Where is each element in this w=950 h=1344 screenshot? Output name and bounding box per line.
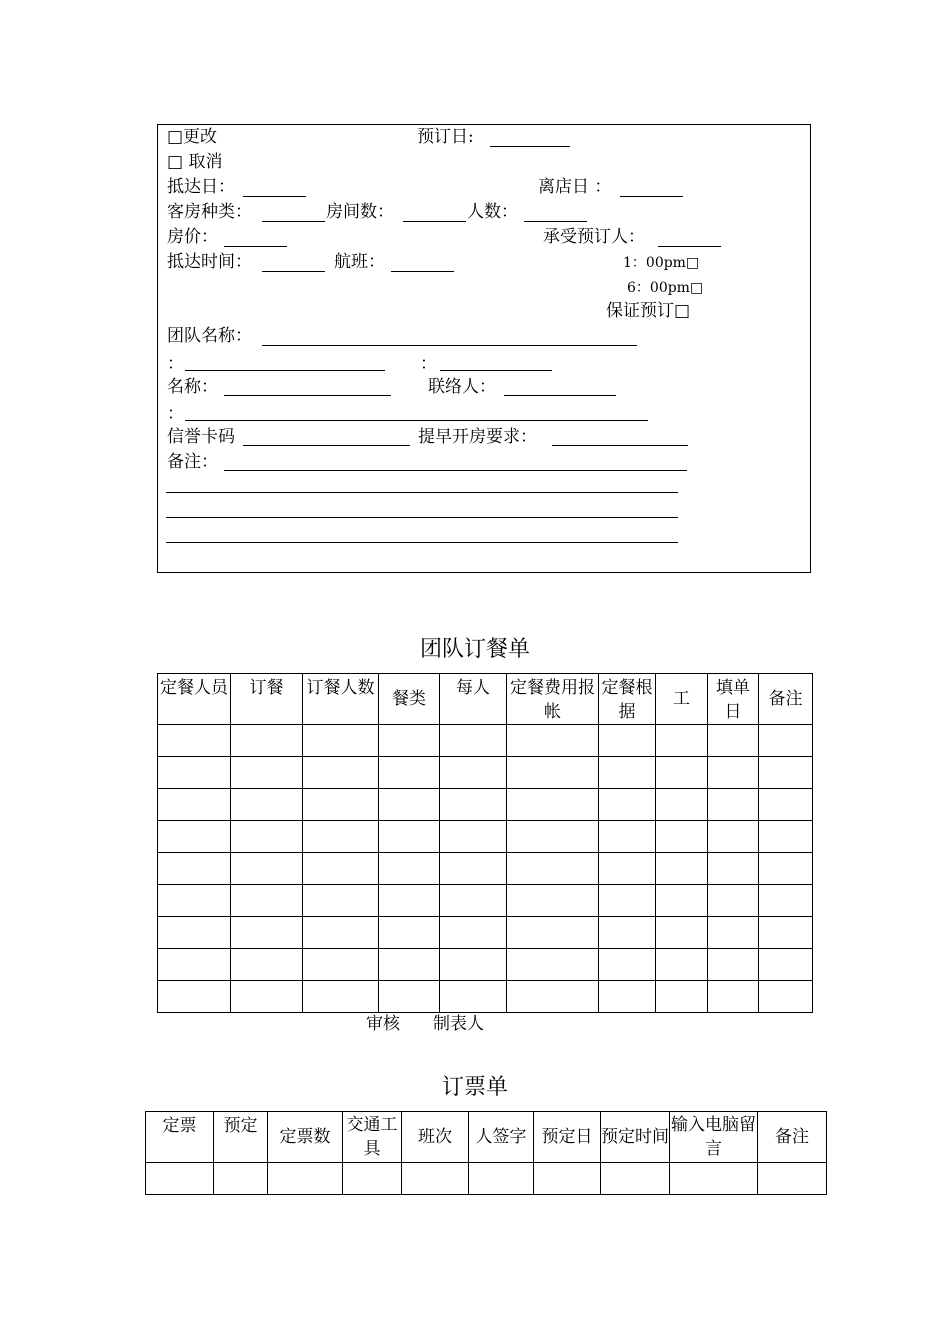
meal-table-cell[interactable] [158,981,231,1013]
meal-table-cell[interactable] [158,725,231,757]
ticket-table-row [146,1163,827,1195]
meal-table-cell[interactable] [379,757,440,789]
arrival-date-label: 抵达日： [167,177,235,197]
meal-header-cell: 订餐人数 [303,674,379,725]
ticket-table-cell[interactable] [670,1163,758,1195]
meal-table-cell[interactable] [158,885,231,917]
colon-label: ： [167,354,184,374]
ticket-header-cell: 备注 [758,1112,827,1163]
ticket-table-cell[interactable] [214,1163,268,1195]
meal-order-table [157,673,813,1013]
meal-table-cell[interactable] [379,853,440,885]
cancel-checkbox-label[interactable]: □ 取消 [167,152,223,172]
meal-table-cell[interactable] [158,917,231,949]
meal-table-cell[interactable] [231,725,303,757]
meal-order-title: 团队订餐单 [419,637,530,662]
meal-table-cell[interactable] [158,757,231,789]
meal-table-cell[interactable] [708,853,759,885]
meal-table-cell[interactable] [708,789,759,821]
meal-table-cell[interactable] [440,789,507,821]
meal-table-cell[interactable] [507,885,599,917]
meal-header-cell: 定餐费用报帐 [507,674,599,725]
flight-label: 航班： [334,252,385,272]
meal-table-cell[interactable] [656,885,708,917]
ticket-table-cell[interactable] [146,1163,214,1195]
meal-table-cell[interactable] [507,949,599,981]
meal-table-cell[interactable] [708,981,759,1013]
meal-table-cell[interactable] [507,789,599,821]
meal-table-cell[interactable] [507,757,599,789]
meal-table-cell[interactable] [379,885,440,917]
colon-label: ： [420,354,437,374]
preparer-label: 制表人 [433,1014,484,1034]
meal-table-cell[interactable] [656,949,708,981]
meal-table-cell[interactable] [379,917,440,949]
meal-table-cell[interactable] [656,789,708,821]
room-rate-field[interactable] [224,246,287,247]
meal-table-cell[interactable] [231,885,303,917]
room-type-field[interactable] [262,221,325,222]
meal-table-row [158,885,813,917]
meal-table-cell[interactable] [379,949,440,981]
ticket-header-row [146,1112,827,1163]
meal-table-cell[interactable] [507,821,599,853]
meal-table-cell[interactable] [759,853,813,885]
ticket-header-cell: 班次 [402,1112,469,1163]
ticket-header-cell: 交通工具 [343,1112,402,1163]
meal-table-cell[interactable] [599,981,656,1013]
meal-table-cell[interactable] [379,821,440,853]
meal-table-cell[interactable] [759,885,813,917]
ticket-table-cell[interactable] [601,1163,670,1195]
ticket-order-title: 订票单 [441,1075,508,1100]
meal-table-cell[interactable] [303,725,379,757]
credit-card-field[interactable] [243,445,410,446]
ticket-table-cell[interactable] [402,1163,469,1195]
meal-table-cell[interactable] [507,981,599,1013]
meal-table-cell[interactable] [599,885,656,917]
meal-table-cell[interactable] [231,949,303,981]
room-type-label: 客房种类： [167,202,252,222]
hold-6pm-option[interactable]: 6：00pm□ [627,280,704,296]
meal-table-cell[interactable] [708,885,759,917]
arrival-date-field[interactable] [243,196,306,197]
ticket-order-table [145,1111,827,1195]
ticket-header-cell: 预定 [214,1112,268,1163]
meal-table-cell[interactable] [599,853,656,885]
departure-date-label: 离店日 ： [538,177,612,197]
meal-table-cell[interactable] [303,981,379,1013]
booking-date-field[interactable] [490,146,570,147]
ticket-table-cell[interactable] [343,1163,402,1195]
meal-table-cell[interactable] [708,917,759,949]
meal-table-cell[interactable] [440,853,507,885]
group-name-label: 团队名称： [167,326,252,346]
room-count-field[interactable] [403,221,466,222]
ticket-header-cell: 定票数 [268,1112,343,1163]
early-checkin-field[interactable] [552,445,688,446]
name-label: 名称： [167,377,218,397]
meal-header-cell: 工 [656,674,708,725]
review-label: 审核 [366,1014,400,1034]
meal-header-cell: 填单日 [708,674,759,725]
meal-table-cell[interactable] [440,885,507,917]
meal-table-cell[interactable] [303,885,379,917]
guaranteed-option[interactable]: 保证预订□ [606,301,691,321]
ticket-header-cell: 预定时间 [601,1112,670,1163]
meal-table-row [158,853,813,885]
meal-header-cell: 定餐根据 [599,674,656,725]
remarks-line[interactable] [166,492,678,493]
meal-table-cell[interactable] [599,757,656,789]
ticket-table-cell[interactable] [268,1163,343,1195]
meal-table-cell[interactable] [158,949,231,981]
group-name-field[interactable] [262,345,637,346]
meal-table-cell[interactable] [158,853,231,885]
meal-table-cell[interactable] [599,789,656,821]
meal-table-cell[interactable] [759,949,813,981]
meal-header-row [158,674,813,725]
meal-table-cell[interactable] [599,917,656,949]
meal-table-cell[interactable] [656,853,708,885]
ticket-header-cell: 定票 [146,1112,214,1163]
meal-table-cell[interactable] [379,725,440,757]
meal-table-cell[interactable] [440,917,507,949]
guest-count-field[interactable] [524,221,587,222]
remarks-label: 备注： [167,452,218,472]
meal-table-cell[interactable] [656,821,708,853]
meal-table-row [158,757,813,789]
remarks-line[interactable] [166,517,678,518]
meal-table-cell[interactable] [708,757,759,789]
meal-table-cell[interactable] [440,821,507,853]
meal-header-cell: 餐类 [379,674,440,725]
ticket-table-cell[interactable] [534,1163,601,1195]
booking-date-label: 预订日: [417,127,474,147]
room-rate-label: 房价： [167,227,218,247]
meal-table-cell[interactable] [656,757,708,789]
ticket-table-cell[interactable] [758,1163,827,1195]
meal-table-cell[interactable] [440,981,507,1013]
meal-table-cell[interactable] [656,725,708,757]
meal-table-row [158,917,813,949]
flight-field[interactable] [391,271,454,272]
ticket-header-cell: 人签字 [469,1112,534,1163]
meal-table-cell[interactable] [303,853,379,885]
meal-table-row [158,725,813,757]
meal-header-cell: 备注 [759,674,813,725]
meal-table-cell[interactable] [656,981,708,1013]
remarks-line[interactable] [166,542,678,543]
ticket-header-cell: 输入电脑留言 [670,1112,758,1163]
meal-table-cell[interactable] [759,789,813,821]
meal-table-cell[interactable] [759,821,813,853]
departure-date-field[interactable] [620,196,683,197]
meal-table-cell[interactable] [440,757,507,789]
meal-table-cell[interactable] [303,789,379,821]
remarks-field[interactable] [224,470,687,471]
colon-label: ： [167,404,184,424]
meal-table-cell[interactable] [379,981,440,1013]
meal-table-cell[interactable] [303,821,379,853]
contact-label: 联络人： [428,377,496,397]
meal-table-cell[interactable] [759,981,813,1013]
meal-table-cell[interactable] [303,949,379,981]
meal-table-cell[interactable] [440,725,507,757]
meal-table-cell[interactable] [507,725,599,757]
ticket-header-cell: 预定日 [534,1112,601,1163]
meal-table-cell[interactable] [379,789,440,821]
meal-table-cell[interactable] [158,821,231,853]
meal-table-cell[interactable] [158,789,231,821]
blank-field[interactable] [185,370,385,371]
meal-table-cell[interactable] [599,821,656,853]
meal-table-cell[interactable] [656,917,708,949]
meal-table-cell[interactable] [231,821,303,853]
meal-table-row [158,821,813,853]
meal-table-cell[interactable] [708,821,759,853]
meal-table-cell[interactable] [759,725,813,757]
change-checkbox-label[interactable]: □更改 [167,127,218,147]
meal-table-cell[interactable] [303,917,379,949]
meal-table-cell[interactable] [231,853,303,885]
meal-table-cell[interactable] [507,917,599,949]
room-count-label: 房间数： [326,202,394,222]
meal-table-row [158,981,813,1013]
meal-table-cell[interactable] [759,757,813,789]
early-checkin-label: 提早开房要求： [418,427,537,447]
meal-table-cell[interactable] [231,981,303,1013]
contact-field[interactable] [504,395,616,396]
meal-table-cell[interactable] [231,917,303,949]
meal-header-cell: 订餐 [231,674,303,725]
name-field[interactable] [224,395,391,396]
ticket-table-cell[interactable] [469,1163,534,1195]
meal-table-cell[interactable] [599,725,656,757]
meal-table-cell[interactable] [708,949,759,981]
meal-table-cell[interactable] [759,917,813,949]
meal-table-cell[interactable] [507,853,599,885]
meal-table-cell[interactable] [303,757,379,789]
meal-table-cell[interactable] [231,789,303,821]
arrival-time-label: 抵达时间： [167,252,252,272]
meal-header-cell: 每人 [440,674,507,725]
blank-field[interactable] [185,420,648,421]
booked-by-label: 承受预订人： [543,227,645,247]
meal-table-cell[interactable] [599,949,656,981]
guest-count-label: 人数： [467,202,518,222]
hold-1pm-option[interactable]: 1：00pm□ [623,255,700,271]
meal-table-row [158,949,813,981]
credit-card-label: 信誉卡码 [167,427,235,447]
meal-table-cell[interactable] [231,757,303,789]
reservation-form [157,124,811,573]
arrival-time-field[interactable] [262,271,325,272]
meal-header-cell: 定餐人员 [158,674,231,725]
meal-table-cell[interactable] [708,725,759,757]
meal-table-row [158,789,813,821]
blank-field[interactable] [440,370,552,371]
booked-by-field[interactable] [658,246,721,247]
meal-table-cell[interactable] [440,949,507,981]
